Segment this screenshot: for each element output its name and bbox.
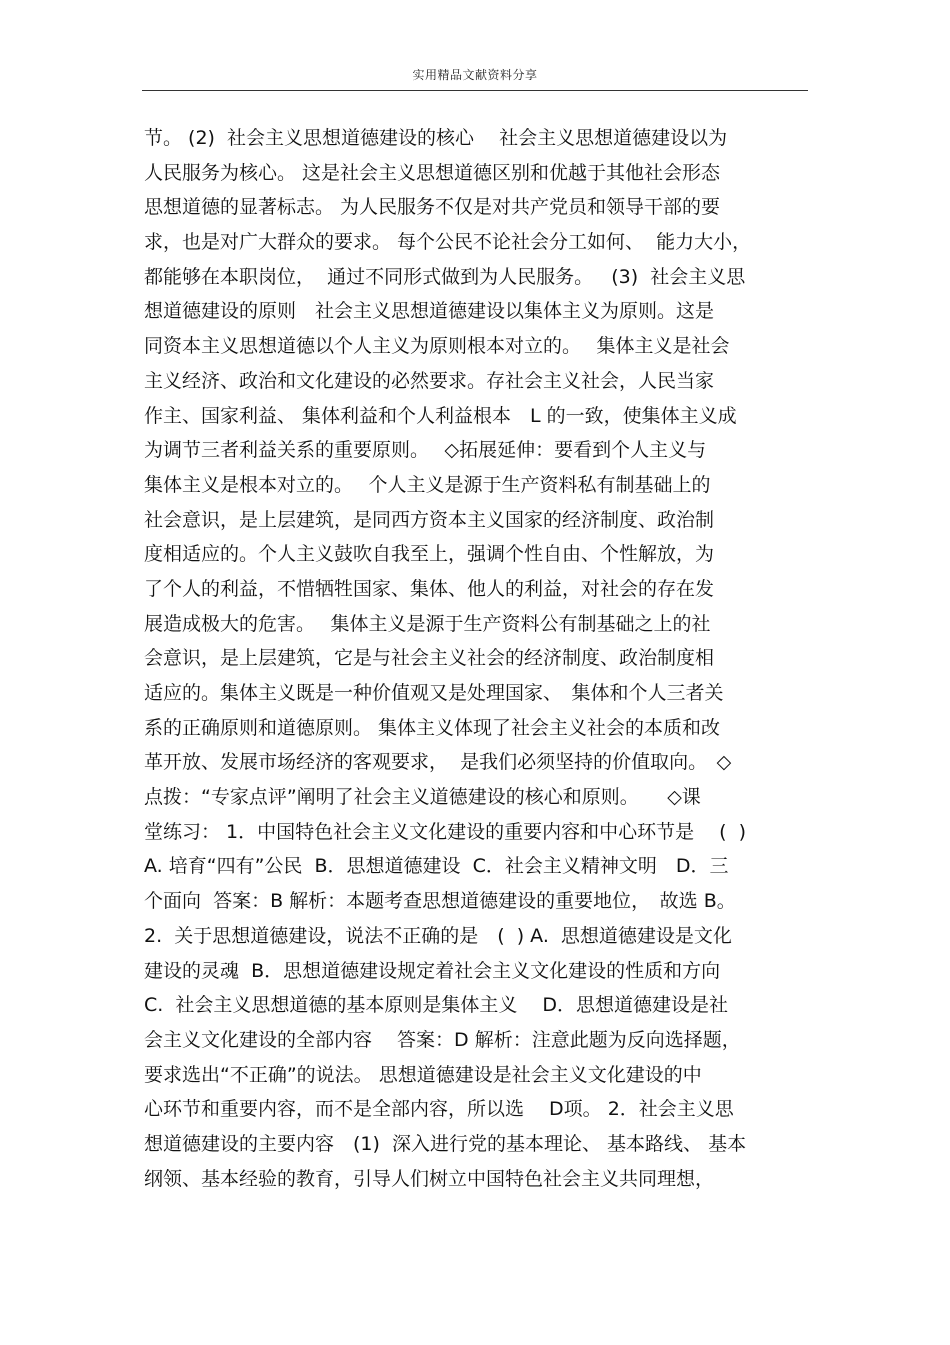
text-line: 求，也是对广大群众的要求。 每个公民不论社会分工如何、 能力大小， [144,231,752,254]
text-line: C. 社会主义思想道德的基本原则是集体主义 D．思想道德建设是社 [144,994,729,1017]
text-line: 度相适应的。个人主义鼓吹自我至上，强调个性自由、个性解放，为 [144,543,715,566]
text-line: 点拨：“专家点评”阐明了社会主义道德建设的核心和原则。 ◇课 [144,786,701,809]
text-line: A. 培育“四有”公民 B．思想道德建设 C．社会主义精神文明 D．三 [144,855,729,878]
text-line: 2. 关于思想道德建设，说法不正确的是 ( ) A. 思想道德建设是文化 [144,924,732,947]
text-line: 集体主义是根本对立的。 个人主义是源于生产资料私有制基础上的 [144,473,711,496]
text-line: 了个人的利益，不惜牺牲国家、集体、他人的利益，对社会的存在发 [144,577,715,600]
text-line: 建设的灵魂 B．思想道德建设规定着社会主义文化建设的性质和方向 [144,959,721,982]
text-line: 心环节和重要内容，而不是全部内容，所以选 D项。 2．社会主义思 [144,1098,734,1121]
text-line: 会意识，是上层建筑，它是与社会主义社会的经济制度、政治制度相 [144,647,715,670]
text-line: 节。 (2) 社会主义思想道德建设的核心 社会主义思想道德建设以为 [144,127,728,149]
text-line: 都能够在本职岗位， 通过不同形式做到为人民服务。 (3) 社会主义思 [144,265,746,288]
text-line: 作主、国家利益、 集体利益和个人利益根本 L 的一致，使集体主义成 [144,404,737,427]
text-line: 要求选出“不正确”的说法。 思想道德建设是社会主义文化建设的中 [144,1063,702,1086]
text-line: 纲领、基本经验的教育，引导人们树立中国特色社会主义共同理想， [144,1167,715,1190]
text-line: 人民服务为核心。 这是社会主义思想道德区别和优越于其他社会形态 [144,161,721,184]
document-body [144,121,808,1196]
header-divider [142,90,808,91]
page-header-title: 实用精品文献资料分享 [412,68,538,82]
text-line: 革开放、发展市场经济的客观要求， 是我们必须坚持的价值取向。 ◇ [144,751,732,774]
text-line: 展造成极大的危害。 集体主义是源于生产资料公有制基础之上的社 [144,612,711,635]
text-line: 会主义文化建设的全部内容 答案：D 解析：注意此题为反向选择题， [144,1028,741,1051]
text-line: 思想道德的显著标志。 为人民服务不仅是对共产党员和领导干部的要 [144,196,721,219]
text-line: 个面向 答案：B 解析：本题考查思想道德建设的重要地位， 故选 B。 [144,890,736,913]
text-line: 系的正确原则和道德原则。 集体主义体现了社会主义社会的本质和改 [144,716,721,739]
text-line: 为调节三者利益关系的重要原则。 ◇拓展延伸：要看到个人主义与 [144,439,707,462]
text-line: 想道德建设的原则 社会主义思想道德建设以集体主义为原则。这是 [144,300,715,323]
text-line: 主义经济、政治和文化建设的必然要求。存社会主义社会，人民当家 [144,369,715,392]
text-line: 堂练习： 1．中国特色社会主义文化建设的重要内容和中心环节是 ( ) [144,820,747,843]
text-line: 想道德建设的主要内容 (1) 深入进行党的基本理论、 基本路线、 基本 [144,1132,747,1155]
text-line: 适应的。集体主义既是一种价值观又是处理国家、 集体和个人三者关 [144,682,724,704]
text-line: 社会意识，是上层建筑，是同西方资本主义国家的经济制度、政治制 [144,508,715,531]
text-line: 同资本主义思想道德以个人主义为原则根本对立的。 集体主义是社会 [144,335,730,358]
